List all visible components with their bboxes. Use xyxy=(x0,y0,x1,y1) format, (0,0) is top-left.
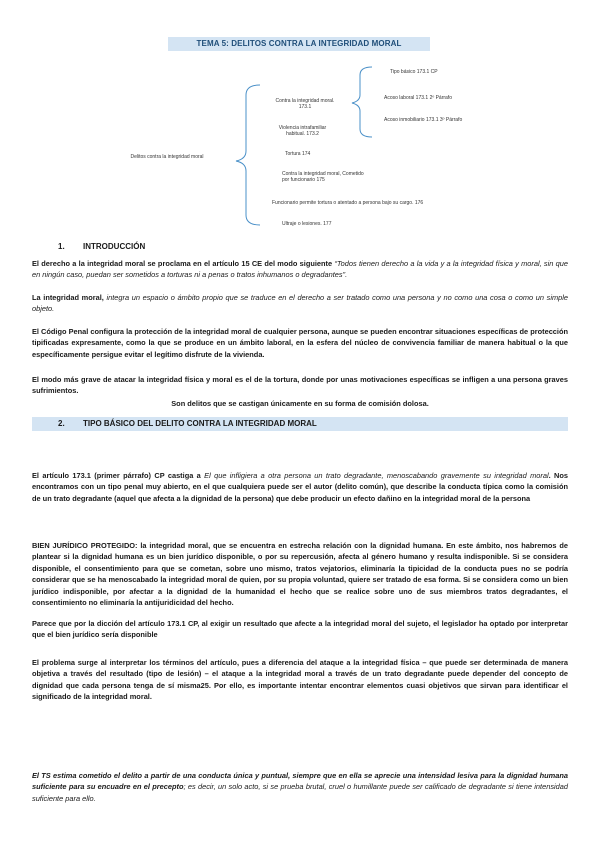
basic-type-paragraph-4: El problema surge al interpretar los términos del artículo, pues a diferencia del ataque a la integridad física – que puede ser determinada de manera objetiva a través del resultado (tipo de lesión) – el ataque a la integridad moral a través de un trato degradante puede depender del concepto de dignidad que cada persona tenga de sí misma25. Por ello, es importante intentar encontrar elementos cuasi objetivos que sirvan para identificar el significado de la integridad moral. xyxy=(32,658,568,702)
diagram-level1-item: Contra la integridad moral, Cometido por funcionario 175 xyxy=(282,171,364,183)
intro-paragraph-3: El Código Penal configura la protección de la integridad moral de cualquier persona, aunque se pueden encontrar situaciones específicas de protección tipificadas expresamente, como la que se produce en un ámbito laboral, en la esfera del núcleo de convivencia familiar de manera habitual o la que específicamente persigue evitar el legítimo disfrute de la vivienda. xyxy=(32,327,568,359)
main-bracket xyxy=(236,85,260,225)
bold-italic-text: El TS estima cometido el delito a partir de una conducta única y puntual, siempre que en ella se aprecie una intensidad lesiva para la dignidad humana suficiente para su encuadre en el precepto xyxy=(32,771,568,792)
bold-text: La integridad moral, xyxy=(32,293,104,302)
diagram-level1-item: Violencia intrafamiliar habitual. 173.2 xyxy=(278,125,327,137)
diagram-level1-item: Funcionario permite tortura o atentado a persona bajo su cargo. 176 xyxy=(272,200,424,206)
basic-type-paragraph-3: Parece que por la dicción del artículo 173.1 CP, al exigir un resultado que afecte a la integridad moral del sujeto, el legislador ha optado por interpretar que el bien jurídico sería disponible xyxy=(32,619,568,640)
page-title: TEMA 5: DELITOS CONTRA LA INTEGRIDAD MORAL xyxy=(168,37,430,51)
section-number: 2. xyxy=(58,419,65,428)
intro-paragraph-5: Son delitos que se castigan únicamente en su forma de comisión dolosa. xyxy=(171,399,429,408)
intro-paragraph-4: El modo más grave de atacar la integridad física y moral es el de la tortura, donde por unas motivaciones específicas se infligen a una persona graves sufrimientos. xyxy=(32,375,568,396)
diagram-level2-item: Tipo básico 173.1 CP xyxy=(390,69,438,75)
basic-type-paragraph-5 xyxy=(32,770,568,804)
italic-text: El que infligiera a otra persona un trato degradante, menoscabando gravemente su integridad moral xyxy=(204,471,549,480)
section-heading-basic-type xyxy=(32,417,568,431)
text: . Nos encontramos con un tipo penal muy abierto, en el que cualquiera puede ser el autor (delito común), que describe la conducta típica como la comisión de un trato degradante (aquel que afecta a la dignidad de la persona) que debe producir un efecto dañino en la integridad moral de la persona xyxy=(32,471,568,503)
diagram-level2-item: Acoso inmobiliario 173.1 3º Párrafo xyxy=(384,117,463,123)
basic-type-paragraph-2: BIEN JURÍDICO PROTEGIDO: la integridad moral, que se encuentra en estrecha relación con la dignidad humana. En este ámbito, nos habremos de plantear si la dignidad humana es un bien jurídico disponible, o por su repercusión, afecta al género humano y resulta indisponible. Si se considera disponible, el consentimiento para que se cometan, sobre uno mismo, tratos vejatorios, eliminaría la tipicidad de la conducta pues no se podría considerar que se ha menoscabado la integridad moral de quien, por su propia voluntad, quiere ser tratado de esa forma. Si se considera como un bien jurídico indisponible, por afectar a la dignidad de la humanidad el hecho que se realice sobre uno de sus miembros tratos degradantes, el consentimiento no eliminaría la antijuridicidad del hecho. xyxy=(32,541,568,608)
intro-paragraph-1 xyxy=(32,258,568,281)
diagram-level2-item: Acoso laboral 173.1 2º Párrafo xyxy=(384,95,452,101)
concept-diagram xyxy=(0,55,600,235)
italic-text: integra un espacio o ámbito propio que se traduce en el derecho a ser tratado como una persona y no como una cosa o como un simple objeto. xyxy=(32,293,568,314)
text: El artículo 173.1 (primer párrafo) CP castiga a xyxy=(32,471,201,480)
diagram-level1-item: Tortura 174 xyxy=(285,151,311,157)
section-title: INTRODUCCIÓN xyxy=(83,242,146,251)
diagram-brackets xyxy=(0,55,600,235)
basic-type-paragraph-1 xyxy=(32,470,568,504)
section-number: 1. xyxy=(58,242,65,251)
intro-paragraph-2 xyxy=(32,292,568,315)
section-heading-intro xyxy=(32,240,568,254)
bold-text: El derecho a la integridad moral se proclama en el artículo 15 CE del modo siguiente xyxy=(32,259,333,268)
diagram-level1-item: Contra la integridad moral. 173.1 xyxy=(275,98,335,110)
italic-text: ; es decir, un solo acto, si se prueba brutal, cruel o humillante puede ser calificado de degradante si tiene intensidad suficiente para ello. xyxy=(32,782,568,803)
diagram-level1-item: Ultraje o lesiones. 177 xyxy=(282,221,332,227)
diagram-root: Delitos contra la integridad moral xyxy=(130,154,204,160)
quote-text: “Todos tienen derecho a la vida y a la integridad física y moral, sin que en ningún caso, puedan ser sometidos a torturas ni a penas o tratos inhumanos o degradantes”. xyxy=(32,259,568,280)
section-title: TIPO BÁSICO DEL DELITO CONTRA LA INTEGRIDAD MORAL xyxy=(83,419,317,428)
sub-bracket xyxy=(352,67,372,137)
